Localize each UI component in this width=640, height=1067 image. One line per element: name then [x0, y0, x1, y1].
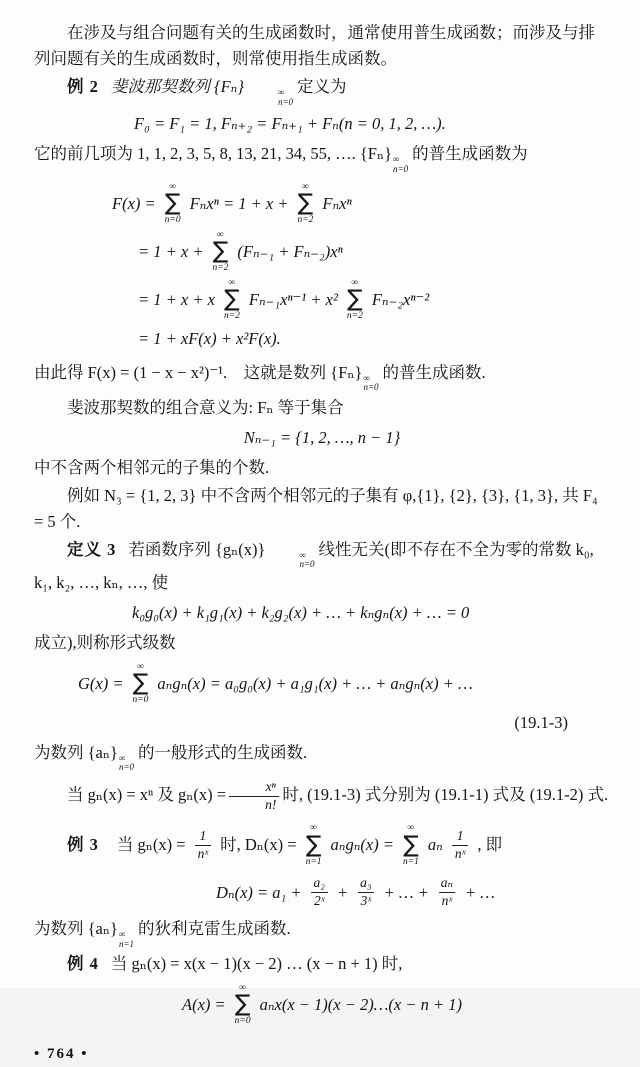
example-3-heading: [34, 823, 610, 867]
equation-number-19-1-3: (19.1-3): [514, 712, 568, 732]
fraction-a3-over-3x: [357, 875, 374, 910]
paragraph-example-subsets: 例如 N₃ = {1, 2, 3} 中不含两个相邻元的子集有 φ,{1}, {2}, {3}, {1, 3}, 共 F₄ = 5 个.: [34, 485, 598, 531]
limit-top: ∞: [118, 752, 126, 763]
paragraph-special-cases: [34, 779, 610, 814]
fraction-denominator: n!: [229, 796, 279, 814]
limits-sup-sub: [119, 930, 134, 949]
sum-lower-limit: n=2: [297, 215, 314, 226]
sum-lower-limit: n=1: [402, 856, 419, 867]
fx-result-pre: 由此得 F(x) = (1 − x − x²)⁻¹. 这就是数列 {Fₙ}: [34, 362, 363, 382]
sigma-icon: ∑: [212, 238, 229, 265]
sum-lower-limit: n=0: [164, 215, 181, 226]
dirichlet-name-post: 的狄利克雷生成函数.: [138, 919, 291, 939]
formula-fibonacci-recurrence: [34, 111, 610, 137]
fx-l2-pre: = 1 + x +: [138, 241, 204, 261]
page-number: • 764 •: [34, 1045, 89, 1062]
example-3-a: 当 gₙ(x) =: [116, 835, 186, 855]
definition-3-label: 定义 3: [67, 539, 117, 559]
limit-bottom: n=0: [118, 762, 135, 773]
formula-fx-line2: [34, 230, 610, 274]
fraction-an-over-nx: [438, 875, 456, 910]
special-cases-pre: 当 gₙ(x) = xⁿ 及 gₙ(x) =: [67, 784, 227, 804]
fraction-1-over-nx: [452, 828, 469, 863]
fx-result-post: 的普生成函数.: [382, 362, 486, 382]
first-terms-pre: 它的前几项为 1, 1, 2, 3, 5, 8, 13, 21, 34, 55, …. {Fₙ}: [34, 144, 393, 164]
example-4-heading: [34, 951, 610, 977]
special-cases-post: 时, (19.1-3) 式分别为 (19.1-1) 式及 (19.1-2) 式.: [282, 784, 609, 804]
fx-l1-pre: F(x) =: [112, 193, 156, 213]
sigma-icon: ∑: [305, 831, 322, 858]
sigma-icon: ∑: [347, 286, 363, 313]
fraction-denominator: nˣ: [195, 845, 212, 863]
definition-3-post: 线性无关(即不存在不全为零的常数 k₀, k₁, k₂, …, kₙ, …, 使: [34, 539, 594, 592]
sigma-icon: ∑: [297, 190, 314, 217]
gx-pre: G(x) =: [78, 673, 124, 693]
example-4-label: 例 4: [67, 953, 99, 973]
limit-bottom: n=0: [363, 382, 379, 393]
fx-l3-pre: = 1 + x + x: [138, 289, 215, 309]
dirichlet-plus1: +: [337, 882, 349, 902]
example-3-e: , 即: [477, 835, 503, 855]
summation-symbol: [347, 278, 363, 322]
ax-end: aₙx(x − 1)(x − 2)…(x − n + 1): [259, 994, 462, 1014]
set-formula-text: Nₙ₋₁ = {1, 2, …, n − 1}: [243, 427, 401, 447]
formula-dirichlet: [34, 875, 610, 910]
limit-bottom: n=1: [118, 938, 135, 949]
sigma-icon: ∑: [234, 991, 251, 1018]
fraction-numerator: 1: [456, 828, 464, 843]
formula-fx-line1: [34, 182, 610, 226]
limits-sup-sub: [266, 551, 314, 570]
limit-top: ∞: [277, 87, 285, 98]
summation-symbol: [133, 662, 149, 706]
formula-gx: [34, 662, 610, 706]
formula-fx-line4: [34, 326, 610, 352]
example-3-b: 时, Dₙ(x) =: [220, 835, 297, 855]
limits-sup-sub: [119, 754, 134, 773]
limit-top: ∞: [363, 372, 370, 383]
example-4-text: 当 gₙ(x) = x(x − 1)(x − 2) … (x − n + 1) 时,: [110, 953, 403, 973]
example-3-label: 例 3: [67, 835, 99, 855]
sum-upper-limit: ∞: [310, 823, 317, 834]
paragraph-subset-count: 中不含两个相邻元的子集的个数.: [34, 457, 270, 477]
sum-lower-limit: n=0: [132, 695, 149, 706]
sum-upper-limit: ∞: [351, 277, 359, 288]
fraction-1-over-nx: [195, 828, 212, 863]
dirichlet-pre: Dₙ(x) = a₁ +: [216, 882, 302, 902]
paragraph-dirichlet-name: [34, 916, 610, 949]
limit-top: ∞: [299, 549, 306, 560]
paragraph-general-form: [34, 740, 610, 773]
limits-sup-sub: [363, 374, 378, 393]
sigma-icon: ∑: [164, 190, 181, 217]
sum-lower-limit: n=1: [305, 856, 322, 867]
example-3-c: aₙgₙ(x) =: [330, 835, 394, 855]
dirichlet-end: + …: [465, 882, 495, 902]
sigma-icon: ∑: [132, 670, 149, 697]
fraction-numerator: xⁿ: [265, 778, 276, 794]
limit-bottom: n=0: [299, 559, 315, 570]
fx-l3-mid: Fₙ₋₁xⁿ⁻¹ + x²: [248, 289, 338, 309]
fraction-xn-over-nfact: [229, 779, 279, 814]
general-form-post: 的一般形式的生成函数.: [138, 742, 308, 762]
gx-end: aₙgₙ(x) = a₀g₀(x) + a₁g₁(x) + … + aₙgₙ(x) + …: [157, 673, 473, 693]
sum-lower-limit: n=0: [234, 1016, 251, 1027]
limit-top: ∞: [118, 929, 126, 940]
fx-l2-end: (Fₙ₋₁ + Fₙ₋₂)xⁿ: [237, 241, 343, 261]
limit-bottom: n=0: [393, 163, 409, 174]
sum-upper-limit: ∞: [217, 229, 224, 240]
summation-symbol: [306, 823, 322, 867]
paragraph-definition-3-tail: 成立),则称形式级数: [34, 632, 176, 652]
formula-fx-line3: [34, 278, 610, 322]
definition-3-pre: 若函数序列 {gₙ(x)}: [128, 539, 266, 559]
sum-upper-limit: ∞: [407, 823, 415, 834]
sigma-icon: ∑: [224, 286, 240, 313]
fx-l1-end: Fₙxⁿ: [322, 193, 352, 213]
fibonacci-recurrence-text: F₀ = F₁ = 1, Fₙ₊₂ = Fₙ₊₁ + Fₙ(n = 0, 1, 2, …).: [134, 114, 446, 133]
limit-top: ∞: [393, 154, 400, 165]
example-2-seq: 斐波那契数列 {Fₙ}: [110, 77, 244, 97]
summation-symbol: [235, 983, 251, 1027]
limit-bottom: n=0: [277, 96, 294, 107]
sum-upper-limit: ∞: [239, 983, 246, 993]
fraction-denominator: nˣ: [452, 845, 469, 863]
fraction-numerator: aₙ: [440, 875, 454, 891]
fraction-denominator: 2ˣ: [311, 892, 328, 910]
sum-upper-limit: ∞: [228, 277, 236, 288]
dirichlet-dots: + … +: [383, 882, 429, 902]
summation-symbol: [403, 823, 419, 867]
dirichlet-name-pre: 为数列 {aₙ}: [34, 919, 118, 939]
example-2-post: 定义为: [297, 77, 347, 97]
example-2-heading: [34, 74, 610, 107]
summation-symbol: [165, 182, 181, 226]
fraction-denominator: nˣ: [439, 892, 456, 910]
sum-lower-limit: n=2: [212, 263, 229, 274]
example-2-label: 例 2: [67, 77, 99, 97]
formula-ax: [34, 983, 610, 1027]
sum-lower-limit: n=2: [223, 311, 240, 322]
fx-l3-end: Fₙ₋₂xⁿ⁻²: [371, 289, 430, 309]
example-3-d: aₙ: [427, 835, 443, 855]
fraction-numerator: a₃: [360, 875, 372, 891]
limits-sup-sub: [245, 88, 293, 107]
limits-sup-sub: [393, 155, 408, 174]
fraction-a2-over-2x: [311, 875, 328, 910]
fx-l1-mid: Fₙxⁿ = 1 + x +: [189, 193, 289, 213]
linear-independence-text: k₀g₀(x) + k₁g₁(x) + k₂g₂(x) + … + kₙgₙ(x) + … = 0: [132, 602, 470, 622]
sum-upper-limit: ∞: [137, 661, 144, 672]
fraction-denominator: 3ˣ: [358, 892, 375, 910]
general-form-pre: 为数列 {aₙ}: [34, 742, 118, 762]
fx-l4-text: = 1 + xF(x) + x²F(x).: [138, 328, 281, 348]
sigma-icon: ∑: [403, 831, 419, 858]
paragraph-first-terms: [34, 141, 610, 174]
sum-upper-limit: ∞: [169, 181, 176, 192]
fraction-numerator: a₂: [313, 875, 325, 891]
summation-symbol: [224, 278, 240, 322]
summation-symbol: [212, 230, 228, 274]
sum-lower-limit: n=2: [346, 311, 363, 322]
formula-set-n-minus-1: [34, 425, 610, 451]
paragraph-intro: 在涉及与组合问题有关的生成函数时，通常使用普生成函数；而涉及与排列问题有关的生成函数时，则常使用指生成函数。: [34, 23, 595, 69]
definition-3-paragraph: [34, 537, 610, 596]
summation-symbol: [297, 182, 313, 226]
ax-pre: A(x) =: [182, 994, 226, 1014]
sum-upper-limit: ∞: [302, 181, 309, 192]
formula-linear-independence: [34, 600, 610, 626]
fraction-numerator: 1: [199, 828, 207, 843]
paragraph-combinatorial-meaning: 斐波那契数的组合意义为: Fₙ 等于集合: [67, 397, 344, 417]
paragraph-fx-result: [34, 360, 610, 393]
first-terms-post: 的普生成函数为: [412, 144, 528, 164]
